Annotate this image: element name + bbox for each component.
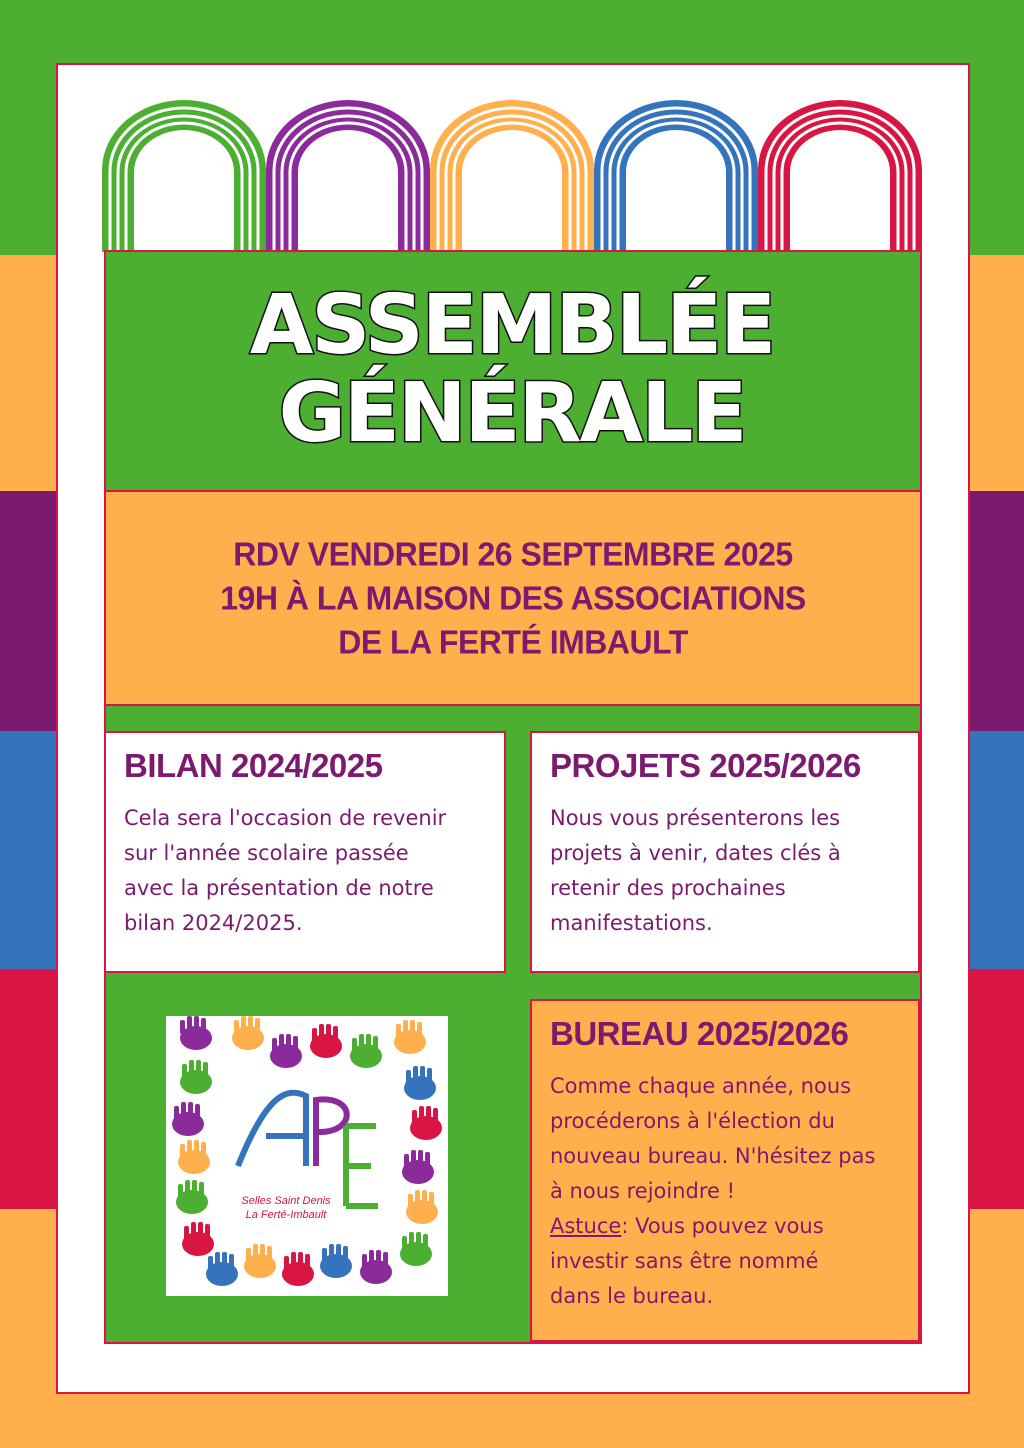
hand-icon xyxy=(282,1252,314,1286)
bilan-line: bilan 2024/2025. xyxy=(124,911,303,935)
bilan-line: avec la présentation de notre xyxy=(124,876,434,900)
hand-icon xyxy=(394,1020,426,1054)
bilan-line: Cela sera l'occasion de revenir xyxy=(124,806,447,830)
rdv-line-1: RDV VENDREDI 26 SEPTEMBRE 2025 xyxy=(233,535,793,573)
projets-line: manifestations. xyxy=(550,911,713,935)
bureau-line: dans le bureau. xyxy=(550,1284,714,1308)
logo-line-1: Selles Saint Denis xyxy=(241,1195,331,1207)
hand-icon xyxy=(310,1024,342,1058)
bureau-line: investir sans être nommé xyxy=(550,1249,819,1273)
hand-icon xyxy=(400,1232,432,1266)
projets-card xyxy=(530,731,920,973)
projets-title: PROJETS 2025/2026 xyxy=(550,747,861,784)
hand-icon xyxy=(178,1140,210,1174)
ape-letters xyxy=(238,1093,378,1206)
astuce-label: Astuce xyxy=(550,1214,622,1238)
hand-icon xyxy=(320,1244,352,1278)
hand-icon xyxy=(172,1102,204,1136)
bureau-title: BUREAU 2025/2026 xyxy=(550,1015,849,1052)
hand-icon xyxy=(232,1016,264,1050)
hand-icon xyxy=(206,1252,238,1286)
hand-icon xyxy=(180,1060,212,1094)
bureau-card xyxy=(530,999,920,1342)
bilan-title: BILAN 2024/2025 xyxy=(124,747,383,784)
hand-icon xyxy=(350,1034,382,1068)
hand-icon xyxy=(270,1034,302,1068)
bureau-text xyxy=(550,1069,900,1314)
hand-icon xyxy=(182,1222,214,1256)
projets-line: Nous vous présenterons les xyxy=(550,806,841,830)
hand-icon xyxy=(176,1180,208,1214)
bureau-line: à nous rejoindre ! xyxy=(550,1179,736,1203)
hand-icon xyxy=(406,1190,438,1224)
logo-line-2: La Ferté-Imbault xyxy=(245,1209,327,1221)
rainbow-arches xyxy=(102,100,922,252)
rdv-block xyxy=(104,490,922,706)
projets-line: retenir des prochaines xyxy=(550,876,786,900)
bureau-astuce-line xyxy=(550,1209,900,1244)
bureau-line: procéderons à l'élection du xyxy=(550,1109,835,1133)
title-line-2: GÉNÉRALE xyxy=(278,366,746,461)
bureau-line: nouveau bureau. N'hésitez pas xyxy=(550,1144,876,1168)
bilan-line: sur l'année scolaire passée xyxy=(124,841,409,865)
projets-text xyxy=(550,801,900,941)
hand-icon xyxy=(404,1066,436,1100)
ape-logo xyxy=(166,1016,448,1296)
bilan-text xyxy=(124,801,486,941)
title-block xyxy=(104,250,920,490)
hand-icon xyxy=(360,1250,392,1284)
astuce-text: : Vous pouvez vous xyxy=(621,1214,824,1238)
title-line-1: ASSEMBLÉE xyxy=(249,278,775,373)
rdv-line-2: 19H À LA MAISON DES ASSOCIATIONS xyxy=(220,579,806,617)
bureau-line: Comme chaque année, nous xyxy=(550,1074,852,1098)
hand-icon xyxy=(180,1016,212,1050)
projets-line: projets à venir, dates clés à xyxy=(550,841,841,865)
hands-ring-logo xyxy=(166,1016,448,1296)
hand-icon xyxy=(402,1150,434,1184)
hand-icon xyxy=(244,1244,276,1278)
hand-icon xyxy=(410,1106,442,1140)
rdv-line-3: DE LA FERTÉ IMBAULT xyxy=(338,623,688,661)
bilan-card xyxy=(104,731,506,973)
